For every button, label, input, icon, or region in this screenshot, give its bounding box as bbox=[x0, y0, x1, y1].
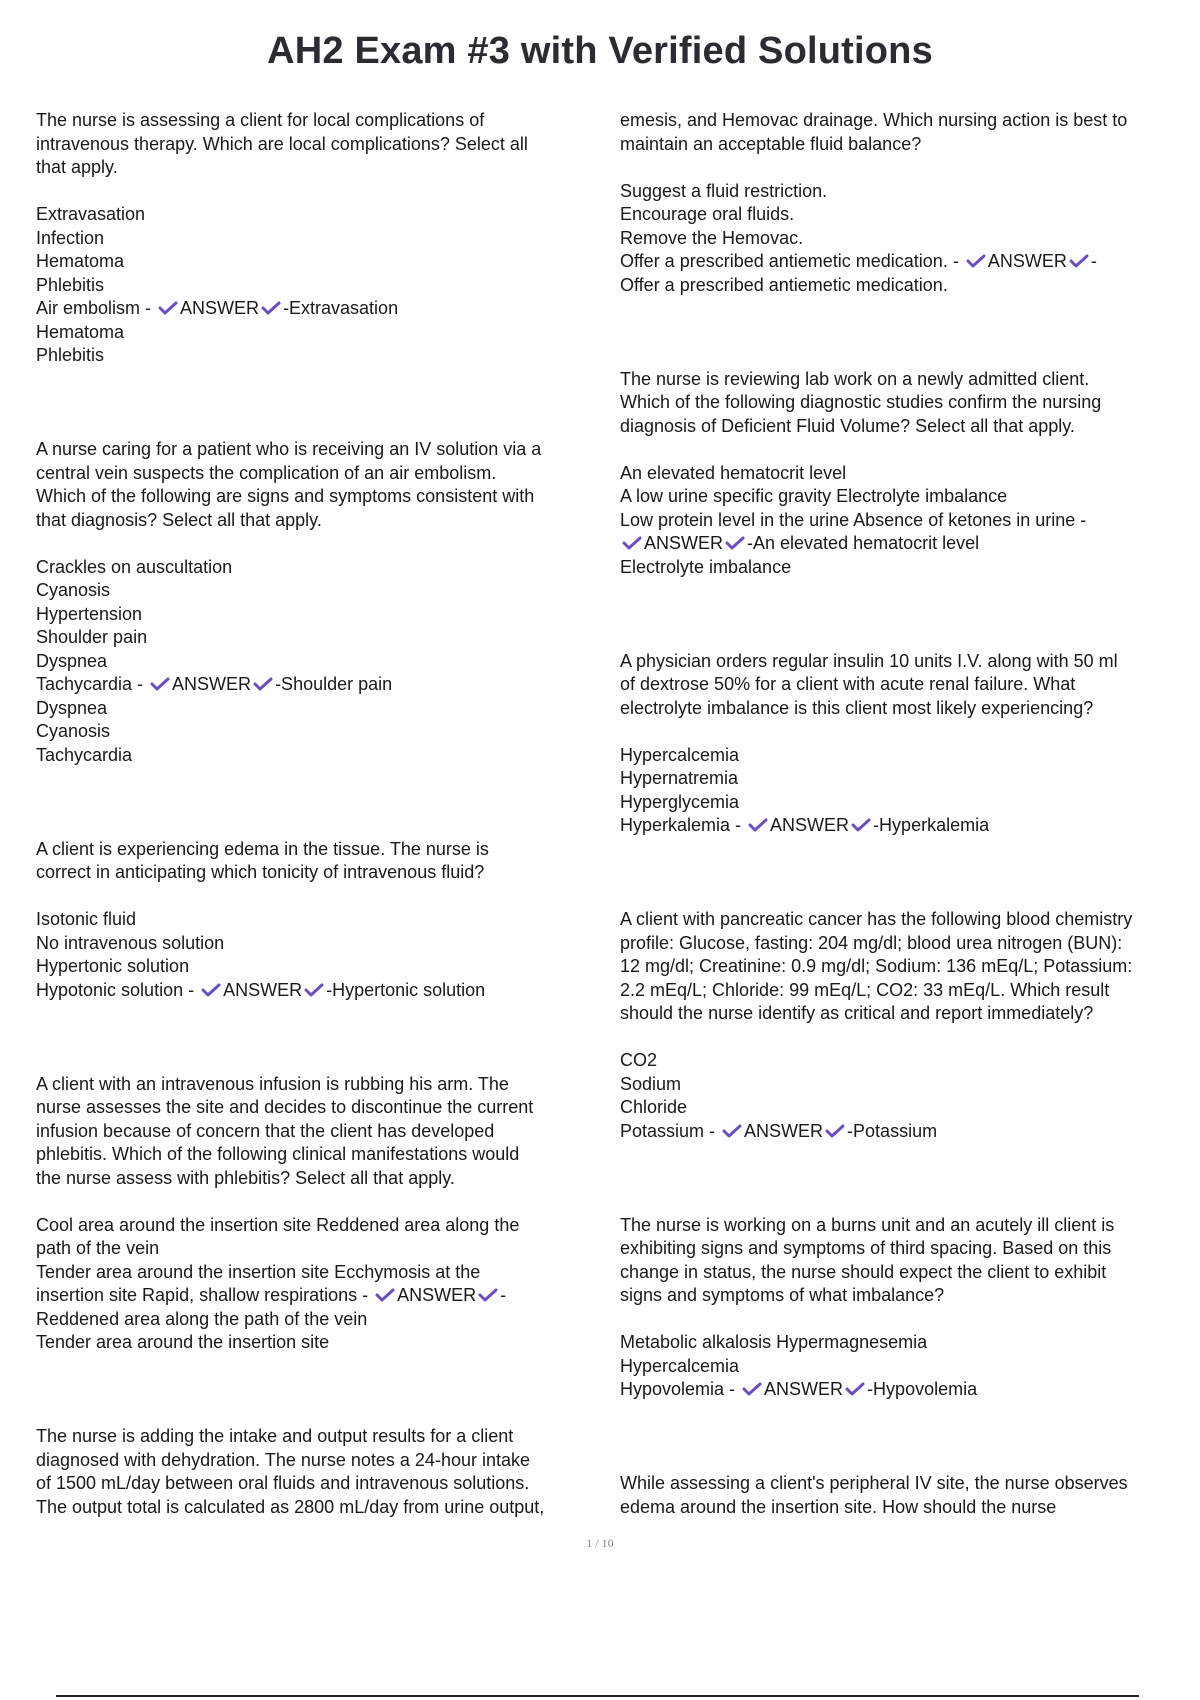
answer-option: Suggest a fluid restriction. bbox=[620, 180, 828, 201]
correct-answer: Dyspnea bbox=[36, 697, 108, 718]
correct-answer: Electrolyte imbalance bbox=[620, 556, 792, 577]
answer-line bbox=[620, 250, 1195, 274]
answer-option: Tender area around the insertion site Ecchymosis at the bbox=[36, 1261, 481, 1282]
answer-option: Hyperkalemia - bbox=[620, 815, 747, 835]
answer-option: Hypovolemia - bbox=[620, 1379, 741, 1399]
question-stem: that apply. bbox=[36, 157, 118, 177]
answer-label: ANSWER bbox=[644, 533, 724, 553]
answer-option: No intravenous solution bbox=[36, 932, 225, 953]
question-stem: A physician orders regular insulin 10 units I.V. along with 50 ml bbox=[620, 650, 1118, 671]
answer-option: An elevated hematocrit level bbox=[620, 462, 847, 483]
checkmark-icon bbox=[825, 1123, 845, 1139]
question-stem: The nurse is assessing a client for local complications of bbox=[36, 110, 485, 130]
answer-line bbox=[620, 1378, 1195, 1402]
correct-answer: Tender area around the insertion site bbox=[36, 1332, 330, 1352]
answer-option: Air embolism - bbox=[36, 298, 157, 318]
answer-line bbox=[36, 1284, 606, 1308]
checkmark-icon bbox=[725, 535, 745, 551]
answer-option: Cool area around the insertion site Reddened area along the bbox=[36, 1214, 520, 1235]
correct-answer: -Shoulder pain bbox=[275, 674, 393, 694]
question-stem: the nurse assess with phlebitis? Select all that apply. bbox=[36, 1167, 455, 1188]
correct-answer: -Potassium bbox=[847, 1120, 938, 1141]
answer-option: A low urine specific gravity Electrolyte imbalance bbox=[620, 486, 1008, 506]
question-stem: phlebitis. Which of the following clinical manifestations would bbox=[36, 1144, 520, 1164]
correct-answer: Reddened area along the path of the vein bbox=[36, 1308, 368, 1329]
question-stem: infusion because of concern that the client has developed bbox=[36, 1120, 495, 1141]
left-column bbox=[36, 109, 606, 1519]
question-stem: Which of the following are signs and symptoms consistent with bbox=[36, 486, 535, 506]
answer-option: Remove the Hemovac. bbox=[620, 227, 804, 248]
answer-label: ANSWER bbox=[764, 1379, 844, 1399]
question-stem: The nurse is working on a burns unit and an acutely ill client is bbox=[620, 1214, 1115, 1235]
question-stem: A nurse caring for a patient who is receiving an IV solution via a bbox=[36, 439, 542, 459]
answer-option: Hypercalcemia bbox=[620, 1355, 740, 1376]
question-stem: maintain an acceptable fluid balance? bbox=[620, 133, 922, 154]
checkmark-icon bbox=[851, 817, 871, 833]
answer-label: ANSWER bbox=[172, 674, 252, 694]
answer-option: Hypertension bbox=[36, 603, 143, 624]
answer-option: path of the vein bbox=[36, 1238, 160, 1258]
checkmark-icon bbox=[150, 676, 170, 692]
answer-line bbox=[36, 673, 606, 697]
answer-option: Hypotonic solution - bbox=[36, 979, 200, 1000]
checkmark-icon bbox=[845, 1381, 865, 1397]
right-column bbox=[620, 109, 1195, 1519]
correct-answer: -An elevated hematocrit level bbox=[747, 533, 980, 553]
question-stem: intravenous therapy. Which are local complications? Select all bbox=[36, 133, 528, 154]
checkmark-icon bbox=[375, 1287, 395, 1303]
answer-option: Encourage oral fluids. bbox=[620, 204, 795, 224]
answer-option: Phlebitis bbox=[36, 274, 105, 295]
question-stem: diagnosed with dehydration. The nurse notes a 24-hour intake bbox=[36, 1449, 530, 1470]
question-block bbox=[36, 109, 606, 368]
question-stem: A client with pancreatic cancer has the following blood chemistry bbox=[620, 909, 1133, 929]
checkmark-icon bbox=[158, 300, 178, 316]
answer-label: ANSWER bbox=[987, 251, 1067, 271]
answer-label: ANSWER bbox=[744, 1120, 824, 1141]
checkmark-icon bbox=[304, 982, 324, 998]
question-block bbox=[36, 438, 606, 767]
answer-option: Sodium bbox=[620, 1073, 682, 1094]
correct-answer: Offer a prescribed antiemetic medication. bbox=[620, 274, 948, 295]
answer-label: ANSWER bbox=[770, 815, 850, 835]
correct-answer: -Hypovolemia bbox=[867, 1379, 978, 1399]
question-stem: 2.2 mEq/L; Chloride: 99 mEq/L; CO2: 33 mEq/L. Which result bbox=[620, 979, 1110, 1000]
answer-option: Isotonic fluid bbox=[36, 909, 137, 929]
answer-label: ANSWER bbox=[180, 298, 260, 318]
question-stem: electrolyte imbalance is this client most likely experiencing? bbox=[620, 697, 1094, 718]
question-block bbox=[36, 1425, 606, 1519]
answer-option: Potassium - bbox=[620, 1120, 721, 1141]
question-stem: central vein suspects the complication of an air embolism. bbox=[36, 462, 497, 483]
answer-line bbox=[36, 297, 606, 321]
question-stem: The nurse is adding the intake and output results for a client bbox=[36, 1426, 514, 1446]
question-stem: that diagnosis? Select all that apply. bbox=[36, 509, 322, 530]
answer-option: Shoulder pain bbox=[36, 627, 148, 647]
page-number: 1 / 10 bbox=[586, 1536, 614, 1550]
correct-answer: Hematoma bbox=[36, 321, 125, 342]
document-title: AH2 Exam #3 with Verified Solutions bbox=[267, 30, 933, 72]
question-block bbox=[36, 838, 606, 1003]
checkmark-icon bbox=[966, 253, 986, 269]
question-block bbox=[620, 109, 1195, 297]
answer-option: Chloride bbox=[620, 1097, 688, 1117]
answer-option: Crackles on auscultation bbox=[36, 556, 233, 577]
answer-option: Cyanosis bbox=[36, 580, 111, 600]
divider bbox=[56, 1695, 1139, 1697]
correct-answer: Phlebitis bbox=[36, 345, 105, 365]
answer-option: Low protein level in the urine Absence of ketones in urine - bbox=[620, 509, 1087, 530]
answer-option: Hypertonic solution bbox=[36, 956, 190, 976]
question-stem: 12 mg/dl; Creatinine: 0.9 mg/dl; Sodium: 136 mEq/L; Potassium: bbox=[620, 956, 1133, 976]
question-stem: exhibiting signs and symptoms of third spacing. Based on this bbox=[620, 1238, 1112, 1258]
question-block bbox=[620, 1214, 1195, 1402]
checkmark-icon bbox=[722, 1123, 742, 1139]
answer-line bbox=[36, 979, 606, 1003]
answer-label: ANSWER bbox=[397, 1285, 477, 1305]
question-stem: change in status, the nurse should expect the client to exhibit bbox=[620, 1261, 1107, 1282]
question-stem: correct in anticipating which tonicity of intravenous fluid? bbox=[36, 862, 485, 882]
checkmark-icon bbox=[201, 982, 221, 998]
correct-answer: - bbox=[500, 1285, 507, 1305]
question-stem: Which of the following diagnostic studies confirm the nursing bbox=[620, 392, 1102, 412]
answer-option: Hyperglycemia bbox=[620, 791, 740, 812]
checkmark-icon bbox=[261, 300, 281, 316]
checkmark-icon bbox=[478, 1287, 498, 1303]
correct-answer: -Hypertonic solution bbox=[326, 979, 486, 1000]
question-block bbox=[620, 650, 1195, 838]
question-stem: The nurse is reviewing lab work on a newly admitted client. bbox=[620, 368, 1090, 389]
question-stem: profile: Glucose, fasting: 204 mg/dl; blood urea nitrogen (BUN): bbox=[620, 932, 1123, 953]
question-stem: should the nurse identify as critical and report immediately? bbox=[620, 1003, 1094, 1023]
answer-option: Infection bbox=[36, 227, 105, 248]
answer-option: Hypernatremia bbox=[620, 768, 739, 788]
correct-answer: -Extravasation bbox=[283, 298, 399, 318]
question-stem: While assessing a client's peripheral IV site, the nurse observes bbox=[620, 1473, 1128, 1493]
question-stem: emesis, and Hemovac drainage. Which nursing action is best to bbox=[620, 110, 1128, 130]
answer-line bbox=[620, 814, 1195, 838]
checkmark-icon bbox=[622, 535, 642, 551]
answer-line bbox=[620, 1120, 1195, 1144]
question-block bbox=[620, 368, 1195, 580]
question-block bbox=[620, 908, 1195, 1143]
question-stem: A client is experiencing edema in the tissue. The nurse is bbox=[36, 838, 489, 859]
answer-label: ANSWER bbox=[223, 979, 303, 1000]
question-stem: A client with an intravenous infusion is rubbing his arm. The bbox=[36, 1073, 509, 1094]
answer-line bbox=[620, 532, 1195, 556]
answer-option: Extravasation bbox=[36, 204, 146, 224]
correct-answer: - bbox=[1090, 251, 1097, 271]
question-stem: of dextrose 50% for a client with acute renal failure. What bbox=[620, 674, 1076, 694]
answer-option: insertion site Rapid, shallow respirations - bbox=[36, 1285, 374, 1305]
correct-answer: Tachycardia bbox=[36, 744, 133, 765]
correct-answer: Cyanosis bbox=[36, 721, 111, 741]
question-block bbox=[620, 1472, 1195, 1519]
checkmark-icon bbox=[1069, 253, 1089, 269]
correct-answer: -Hyperkalemia bbox=[873, 815, 990, 835]
checkmark-icon bbox=[748, 817, 768, 833]
checkmark-icon bbox=[253, 676, 273, 692]
question-stem: signs and symptoms of what imbalance? bbox=[620, 1285, 945, 1305]
question-stem: nurse assesses the site and decides to discontinue the current bbox=[36, 1097, 534, 1117]
checkmark-icon bbox=[742, 1381, 762, 1397]
question-stem: of 1500 mL/day between oral fluids and intravenous solutions. bbox=[36, 1473, 530, 1493]
answer-option: Tachycardia - bbox=[36, 674, 149, 694]
question-stem: edema around the insertion site. How should the nurse bbox=[620, 1496, 1057, 1517]
answer-option: CO2 bbox=[620, 1050, 658, 1070]
answer-option: Dyspnea bbox=[36, 650, 108, 671]
question-stem: The output total is calculated as 2800 mL/day from urine output, bbox=[36, 1496, 545, 1517]
answer-option: Offer a prescribed antiemetic medication. - bbox=[620, 251, 964, 271]
question-block bbox=[36, 1073, 606, 1355]
answer-option: Metabolic alkalosis Hypermagnesemia bbox=[620, 1332, 928, 1352]
answer-option: Hematoma bbox=[36, 251, 125, 271]
question-stem: diagnosis of Deficient Fluid Volume? Select all that apply. bbox=[620, 415, 1075, 436]
answer-option: Hypercalcemia bbox=[620, 744, 740, 765]
